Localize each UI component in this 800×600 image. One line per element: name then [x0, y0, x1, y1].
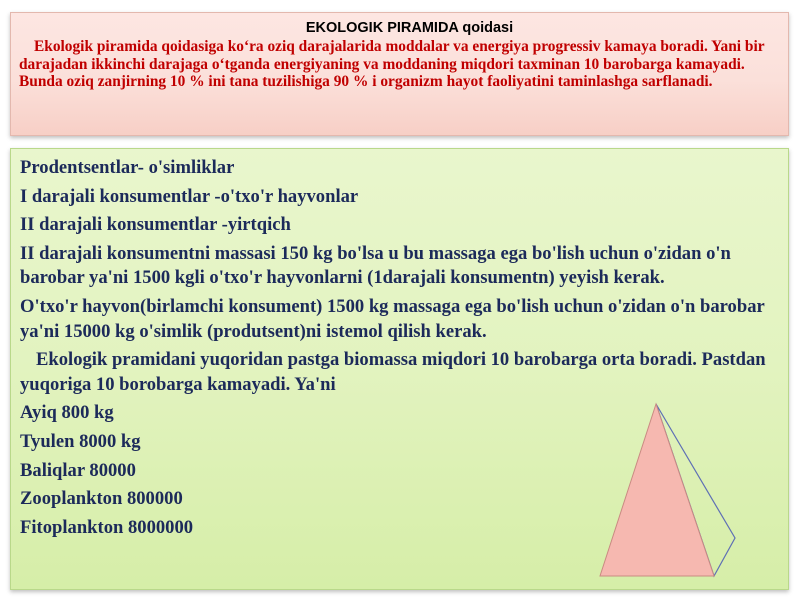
- line-fish: Baliqlar 80000: [20, 459, 136, 481]
- pyramid-front-face: [600, 404, 714, 576]
- pyramid-shape: [590, 402, 740, 582]
- line-herbivore-mass: O'txo'r hayvon(birlamchi konsument) 1500 kg massaga ega bo'lish uchun o'zidan o'n barobar ya'ni 15000 kg o'simlik (produtsent)ni istemol qilish kerak.: [20, 295, 765, 342]
- line-producers: Prodentsentlar- o'simliklar: [20, 157, 235, 178]
- line-secondary-consumer-mass: II darajali konsumentni massasi 150 kg bo'lsa u bu massaga ega bo'lish uchun o'zidan o'n barobar ya'ni 1500 kgli o'txo'r hayvonlarni (1darajali konsumentn) yeyish kerak.: [20, 242, 731, 289]
- line-pyramid-rule: Ekologik pramidani yuqoridan pastga biomassa miqdori 10 barobarga orta boradi. Pastdan yuqoriga 10 borobarga kamayadi. Ya'ni: [20, 349, 766, 395]
- line-secondary-consumers: II darajali konsumentlar -yirtqich: [20, 214, 291, 236]
- line-phytoplankton: Fitoplankton 8000000: [20, 516, 194, 538]
- rule-description: Ekologik piramida qoidasiga ko‘ra oziq darajalarida moddalar va energiya progressiv kamaya boradi. Yani bir darajadan ikkinchi darajaga o‘tganda energiyaning va moddaning miqdori taxminan 10 barobarga kamayadi. Bunda oziq zanjirning 10 % ini tana tuzilishiga 90 % i organizm hayot faoliyatini taminlashga sarflanadi.: [19, 38, 765, 91]
- line-primary-consumers: I darajali konsumentlar -o'txo'r hayvonlar: [20, 185, 359, 207]
- line-seal: Tyulen 8000 kg: [20, 430, 141, 452]
- line-bear: Ayiq 800 kg: [20, 402, 114, 424]
- rule-title: EKOLOGIK PIRAMIDA qoidasi: [305, 20, 514, 36]
- line-zooplankton: Zooplankton 800000: [20, 488, 183, 510]
- rule-header-box: [10, 12, 789, 136]
